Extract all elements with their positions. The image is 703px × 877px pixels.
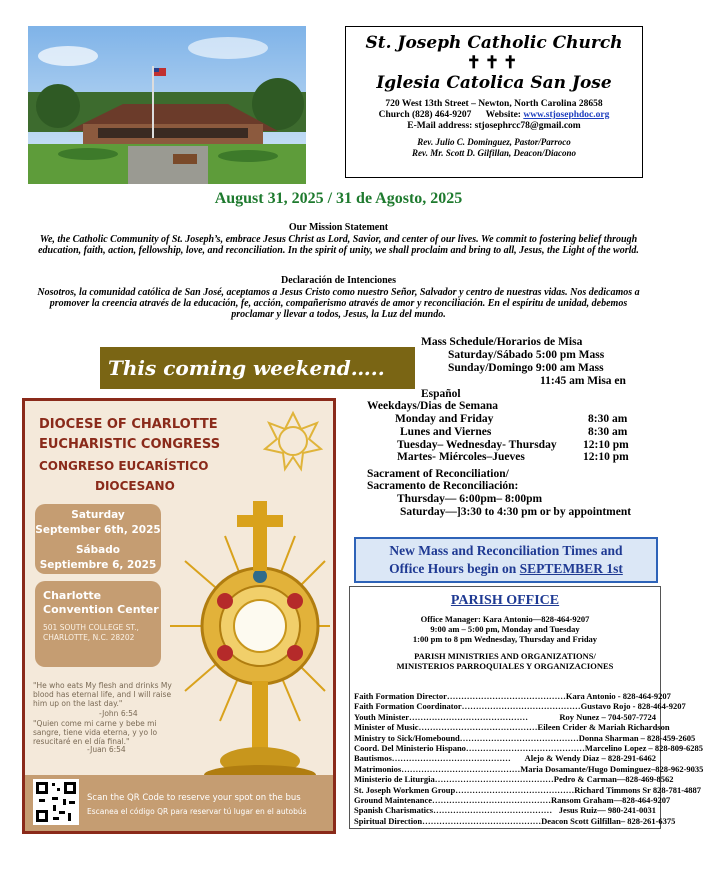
weekday-day: Tuesday– Wednesday- Thursday: [397, 439, 557, 451]
website-label: Website:: [485, 110, 521, 120]
bulletin-date: August 31, 2025 / 31 de Agosto, 2025: [214, 190, 463, 207]
ministry-role: Bautismos: [354, 753, 392, 764]
quote-spanish-ref: -Juan 6:54: [87, 745, 126, 754]
parish-office-title: PARISH OFFICE: [450, 593, 560, 608]
ministry-row: Faith Formation Director …………………………………… Kara Antonio - 828-464-9207: [354, 691, 671, 701]
monstrance-icon: [165, 441, 335, 786]
announcement-date: SEPTEMBER 1st: [519, 561, 623, 576]
ministries-list: [354, 691, 703, 826]
weekdays-heading: Weekdays/Dias de Semana: [367, 400, 498, 412]
ministry-row: Ministry to Sick/Homebound …………………………………… Donna Sharman – 828-459-2605: [354, 732, 696, 743]
church-phone: Church (828) 464-9207: [378, 110, 472, 120]
reconciliation-heading: Sacrament of Reconciliation/: [367, 468, 509, 480]
ministry-contact: Donna Sharman – 828-459-2605: [578, 732, 696, 743]
ministry-role: St. Joseph Workmen Group: [354, 784, 456, 795]
ministries-heading-spanish: MINISTERIOS PARROQUIALES Y ORGANIZACIONES: [396, 661, 614, 671]
congress-logo-icon: [261, 409, 325, 473]
ministry-role: Spanish Charismatics: [354, 805, 434, 816]
reconciliation-thursday: Thursday— 6:00pm– 8:00pm: [397, 493, 543, 505]
announcement-line-1: New Mass and Reconciliation Times and: [389, 543, 623, 558]
reconciliation-saturday: Saturday—]3:30 to 4:30 pm or by appointment: [400, 506, 632, 518]
weekday-time: 8:30 am: [588, 426, 628, 438]
flyer-title-2: EUCHARISTIC CONGRESS: [39, 437, 221, 452]
weekday-day: Martes- Miércoles–Jueves: [397, 451, 525, 463]
ministry-contact: Deacon Scott Gilfillan– 828-261-6375: [541, 815, 676, 826]
ministry-contact: Jesus Ruiz— 980-241-0031: [558, 805, 656, 816]
venue-name-2: Convention Center: [43, 603, 159, 616]
ministries-heading: PARISH MINISTRIES AND ORGANIZATIONS/: [414, 651, 596, 661]
sunday-mass-spanish-cont: Español: [421, 388, 461, 400]
pastor-name: Rev. Julio C. Dominguez, Pastor/Parroco: [417, 137, 571, 147]
mission-text-spanish: Nosotros, la comunidad católica de San José, aceptamos a Jesus Cristo como nuestro Señor, Salvador y centro de nuestras vidas. Nos dedicamos a promover la creencia através de la educación, fe, acción, compañerismo através de amor y reconciliación. En el espíritu de unidad, debemos proclamar y llevar a todos, Jesus, la Luz del mundo.: [37, 287, 640, 320]
schedule-change-announcement: [354, 537, 658, 583]
ministry-contact: Maria Dosamante/Hugo Dominguez–828-962-9035: [520, 763, 703, 774]
ministry-row: Spiritual Direction …………………………………… Deacon Scott Gilfillan– 828-261-6375: [354, 815, 676, 826]
mass-schedule-heading: Mass Schedule/Horarios de Misa: [421, 336, 583, 348]
ministry-role: Spiritual Direction: [354, 815, 423, 826]
venue-name-1: Charlotte: [43, 589, 102, 602]
ministry-role: Ministerio de Liturgia: [354, 774, 435, 785]
date-spanish-day: Sábado: [76, 544, 120, 556]
qr-code-icon[interactable]: [33, 779, 79, 825]
weekend-banner: This coming weekend…..: [100, 347, 415, 389]
ministry-role: Coord. Del Ministerio Hispano: [354, 743, 466, 754]
event-date-block: [35, 504, 161, 574]
ministry-row: Coord. Del Ministerio Hispano …………………………………… Marcelino Lopez – 828-809-6285: [354, 743, 703, 754]
ministry-row: Youth Minister …………………………………… Roy Nunez – 704-507-7724: [354, 711, 656, 722]
ministry-contact: Ransom Graham—828-464-9207: [551, 795, 671, 806]
office-hours-1: 9:00 am – 5:00 pm, Monday and Tuesday: [430, 624, 580, 634]
qr-instruction-spanish: Escanea el código QR para reservar tú lugar en el autobús: [87, 807, 307, 816]
ministry-row: Matrimonios …………………………………… Maria Dosamante/Hugo Dominguez–828-962-9035: [354, 763, 703, 774]
sunday-mass: Sunday/Domingo 9:00 am Mass: [448, 362, 604, 374]
ministry-contact: Pedro & Carman—828-469-8562: [553, 774, 674, 785]
ministry-row: Faith Formation Coordinator …………………………………… Gustavo Rojo - 828-464-9207: [354, 701, 686, 712]
flyer-title-4: DIOCESANO: [95, 479, 175, 493]
weekday-day: Monday and Friday: [395, 413, 494, 425]
church-name-english: St. Joseph Catholic Church: [365, 33, 623, 53]
announcement-prefix: Office Hours begin on: [389, 561, 520, 576]
church-photo: [28, 26, 306, 184]
eucharistic-congress-flyer: [22, 398, 336, 834]
date-english: September 6th, 2025: [35, 524, 161, 536]
date-english-day: Saturday: [71, 509, 125, 521]
ministry-role: Faith Formation Director: [354, 691, 447, 701]
venue-address-1: 501 SOUTH COLLEGE ST.,: [43, 623, 139, 632]
weekday-time: 12:10 pm: [583, 439, 629, 451]
mission-text: We, the Catholic Community of St. Joseph’s, embrace Jesus Christ as Lord, Savior, and center of our lives. We commit to fostering belief through education, faith, action, fellowship, love, and reconciliation. In the spirit of unity, we shall proclaim and bring to all, Jesus, the Light of the world.: [38, 234, 639, 256]
quote-english-ref: -John 6:54: [99, 709, 138, 718]
office-hours-2: 1:00 pm to 8 pm Wednesday, Thursday and Friday: [412, 634, 598, 644]
ministry-contact: Gustavo Rojo - 828-464-9207: [580, 701, 686, 712]
weekday-time: 12:10 pm: [583, 451, 629, 463]
venue-address-2: CHARLOTTE, N.C. 28202: [43, 633, 135, 642]
ministry-role: Faith Formation Coordinator: [354, 701, 462, 712]
ministry-contact: Richard Timmons Sr 828-781-4887: [574, 784, 702, 795]
date-spanish: Septiembre 6, 2025: [39, 559, 157, 571]
ministry-row: St. Joseph Workmen Group …………………………………… Richard Timmons Sr 828-781-4887: [354, 784, 702, 795]
sunday-mass-spanish: 11:45 am Misa en: [540, 375, 626, 387]
cross-icons: ✝✝✝: [466, 53, 522, 72]
quote-english: "He who eats My flesh and drinks My blood has eternal life, and I will raise him up on the last day.": [33, 681, 172, 708]
ministry-role: Ministry to Sick/Homebound: [354, 732, 460, 743]
weekday-day: Lunes and Viernes: [400, 426, 492, 438]
ministry-role: Ground Maintenance: [354, 795, 433, 806]
quote-spanish: "Quien come mi carne y bebe mi sangre, tiene vida eterna, y yo lo resucitaré en el día final.": [33, 719, 158, 746]
venue-block: [35, 581, 161, 667]
office-manager: Office Manager: Kara Antonio—828-464-9207: [420, 614, 590, 624]
parish-office-panel: [349, 586, 703, 829]
reconciliation-heading-spanish: Sacramento de Reconciliación:: [367, 480, 519, 492]
ministry-row: Ground Maintenance …………………………………… Ransom Graham—828-464-9207: [354, 795, 671, 806]
announcement-line-2: [356, 560, 656, 578]
saturday-mass: Saturday/Sábado 5:00 pm Mass: [448, 349, 605, 361]
website-link[interactable]: www.stjosephdoc.org: [523, 110, 610, 120]
church-name-spanish: Iglesia Catolica San Jose: [376, 73, 612, 93]
ministry-contact: Eileen Crider & Mariah Richardson: [537, 722, 670, 733]
qr-instruction-english: Scan the QR Code to reserve your spot on the bus: [87, 793, 301, 803]
flyer-title-1: DIOCESE OF CHARLOTTE: [39, 417, 218, 432]
ministry-row: Minister of Music …………………………………… Eileen Crider & Mariah Richardson: [354, 722, 670, 733]
ministry-contact: Roy Nunez – 704-507-7724: [559, 711, 656, 722]
mission-heading-spanish: Declaración de Intenciones: [281, 275, 396, 286]
deacon-name: Rev. Mr. Scott D. Gilfillan, Deacon/Diacono: [412, 148, 576, 158]
ministry-contact: Kara Antonio - 828-464-9207: [565, 691, 671, 701]
ministry-role: Minister of Music: [354, 722, 419, 733]
weekday-time: 8:30 am: [588, 413, 628, 425]
mission-heading: Our Mission Statement: [288, 222, 389, 233]
ministry-contact: Alejo & Wendy Diaz – 828-291-6462: [524, 753, 656, 764]
ministry-role: Matrimonios: [354, 763, 402, 774]
contact-line: [346, 110, 642, 121]
ministry-role: Youth Minister: [354, 711, 410, 722]
church-header: [345, 26, 643, 178]
flyer-title-3: CONGRESO EUCARÍSTICO: [39, 459, 209, 473]
church-address: 720 West 13th Street – Newton, North Carolina 28658: [385, 99, 603, 109]
email-address: E-Mail address: stjosephrcc78@gmail.com: [407, 121, 581, 131]
ministry-row: Bautismos …………………………………… Alejo & Wendy Diaz – 828-291-6462: [354, 753, 656, 764]
ministry-contact: Marcelino Lopez – 828-809-6285: [584, 743, 703, 754]
ministry-row: Ministerio de Liturgia …………………………………… Pedro & Carman—828-469-8562: [354, 774, 674, 785]
ministry-row: Spanish Charismatics …………………………………… Jesus Ruiz— 980-241-0031: [354, 805, 656, 816]
